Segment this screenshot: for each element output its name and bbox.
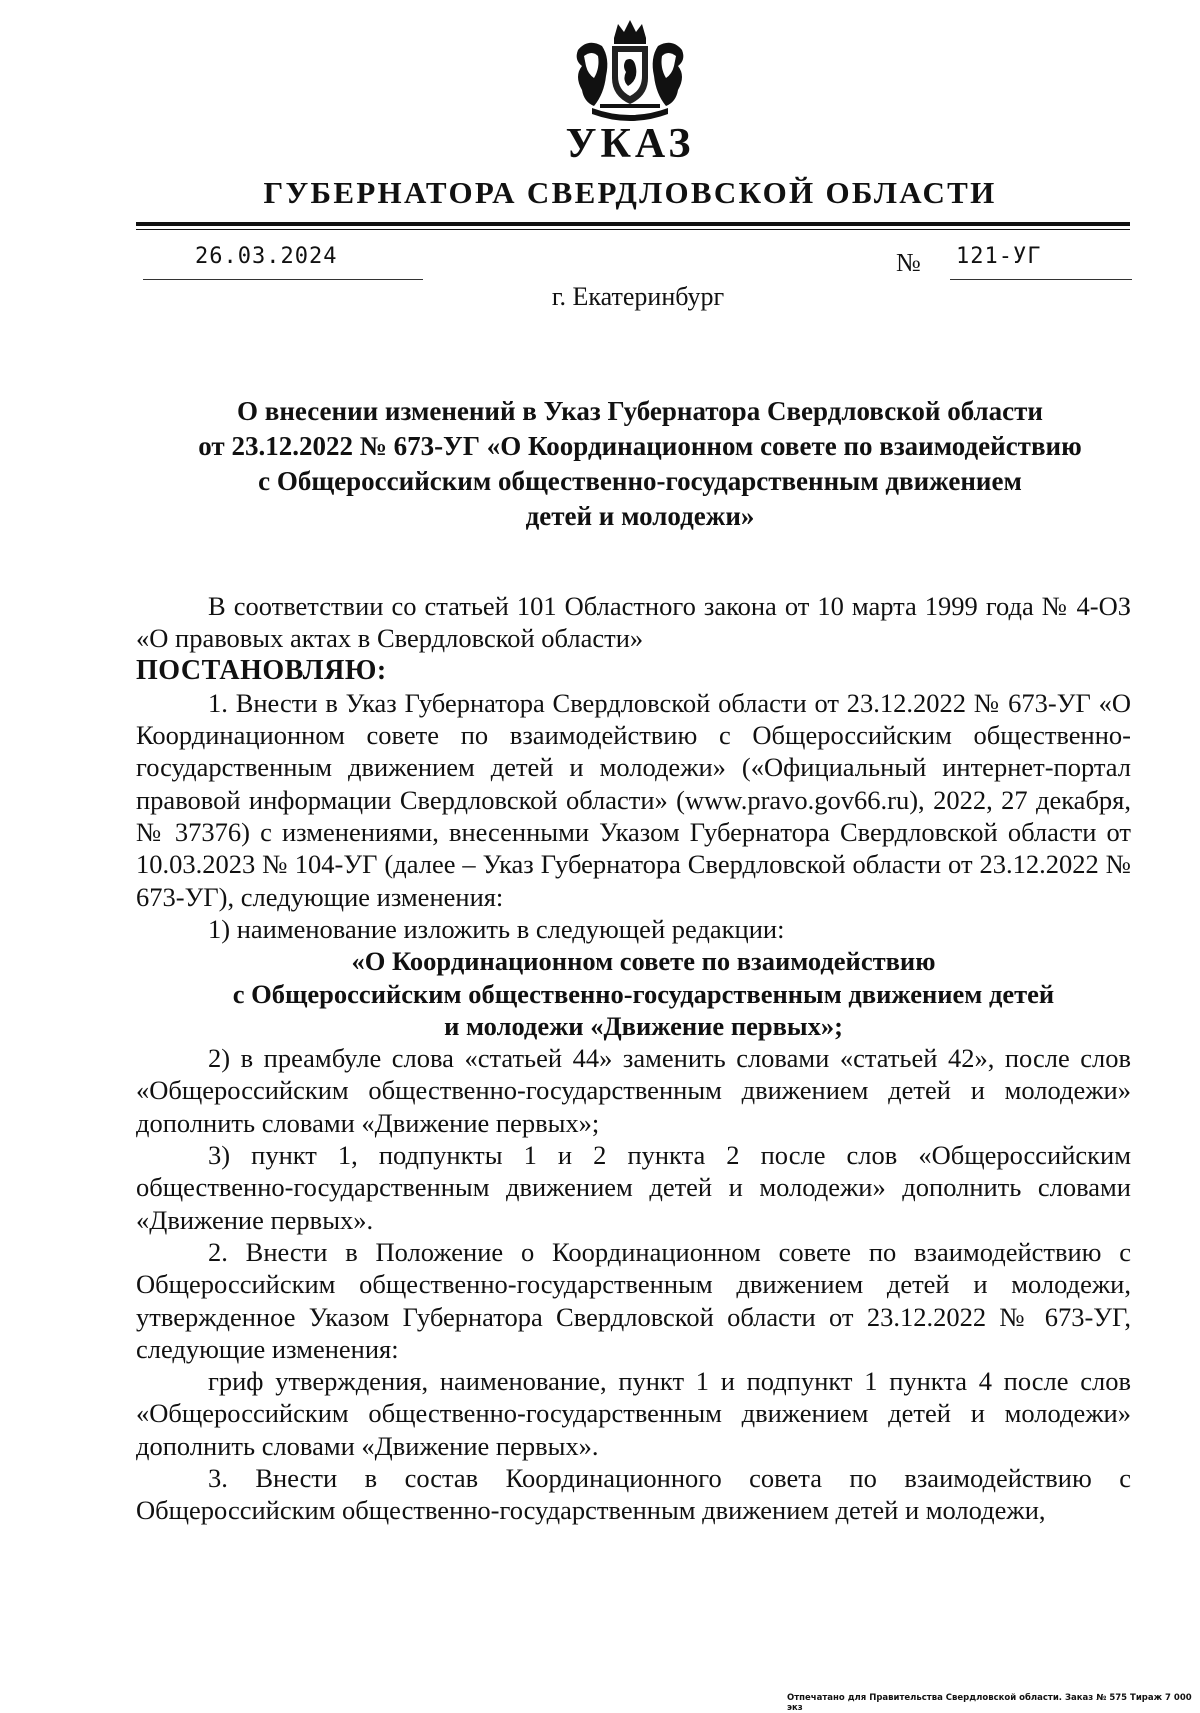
paragraph-item-2: 2. Внести в Положение о Координационном совете по взаимодействию с Общероссийским общественно-государственным движением детей и молодежи, утвержденное Указом Губернатора Свердловской области от 23.12.2022 № 673-УГ, следующие изменения:: [136, 1236, 1131, 1364]
number-sign: №: [896, 248, 921, 277]
paragraph-item-1-1: 1) наименование изложить в следующей редакции:: [208, 913, 785, 944]
new-title-block: [136, 945, 1131, 1042]
new-title-line: и молодежи «Движение первых»;: [444, 1010, 843, 1041]
new-title-line: с Общероссийским общественно-государственным движением детей: [232, 978, 1055, 1009]
paragraph-item-1: 1. Внести в Указ Губернатора Свердловской области от 23.12.2022 № 673-УГ «О Координационном совете по взаимодействию с Общероссийским общественно-государственным движением детей и молодежи» («Официальный интернет-портал правовой информации Свердловской области» (www.pravo.gov66.ru), 2022, 27 декабря, № 37376) с изменениями, внесенными Указом Губернатора Свердловской области от 10.03.2023 № 104-УГ (далее – Указ Губернатора Свердловской области от 23.12.2022 № 673-УГ), следующие изменения:: [136, 687, 1131, 912]
decree-body: [136, 590, 1131, 1527]
subject-line: детей и молодежи»: [525, 501, 755, 531]
paragraph-item-2-text: гриф утверждения, наименование, пункт 1 и подпункт 1 пункта 4 после слов «Общероссийским общественно-государственным движением детей и молодежи» дополнить словами «Движение первых».: [136, 1366, 1131, 1461]
coat-of-arms-icon: [570, 16, 690, 122]
subject-line: О внесении изменений в Указ Губернатора Свердловской области: [237, 396, 1043, 426]
paragraph-item-1-3: 3) пункт 1, подпункты 1 и 2 пункта 2 после слов «Общероссийским общественно-государственным движением детей и молодежи» дополнить словами «Движение первых».: [136, 1140, 1131, 1235]
header-divider-thick: [136, 222, 1130, 226]
paragraph-item-1-2: 2) в преамбуле слова «статьей 44» заменить словами «статьей 42», после слов «Общероссийским общественно-государственным движением детей и молодежи» дополнить словами «Движение первых»;: [136, 1043, 1131, 1138]
resolve-heading: ПОСТАНОВЛЯЮ:: [136, 654, 387, 686]
paragraph-item-3: 3. Внести в состав Координационного совета по взаимодействию с Общероссийским общественно-государственным движением детей и молодежи,: [136, 1463, 1131, 1526]
header-divider-thin: [136, 229, 1130, 230]
decree-number: 121-УГ: [950, 240, 1132, 280]
decree-title: УКАЗ: [565, 121, 695, 167]
subject-line: с Общероссийским общественно-государственным движением: [258, 466, 1022, 496]
decree-issuer: ГУБЕРНАТОРА СВЕРДЛОВСКОЙ ОБЛАСТИ: [263, 175, 997, 210]
preamble-paragraph: В соответствии со статьей 101 Областного закона от 10 марта 1999 года № 4-ОЗ «О правовых актах в Свердловской области»: [136, 591, 1131, 654]
city-of-issue: г. Екатеринбург: [551, 282, 725, 311]
print-imprint: Отпечатано для Правительства Свердловской области. Заказ № 575 Тираж 7 000 экз: [787, 1693, 1192, 1713]
subject-line: от 23.12.2022 № 673-УГ «О Координационном совете по взаимодействию: [198, 431, 1082, 461]
new-title-line: «О Координационном совете по взаимодействию: [351, 946, 936, 977]
decree-subject: [150, 394, 1130, 534]
decree-date: 26.03.2024: [143, 240, 423, 280]
